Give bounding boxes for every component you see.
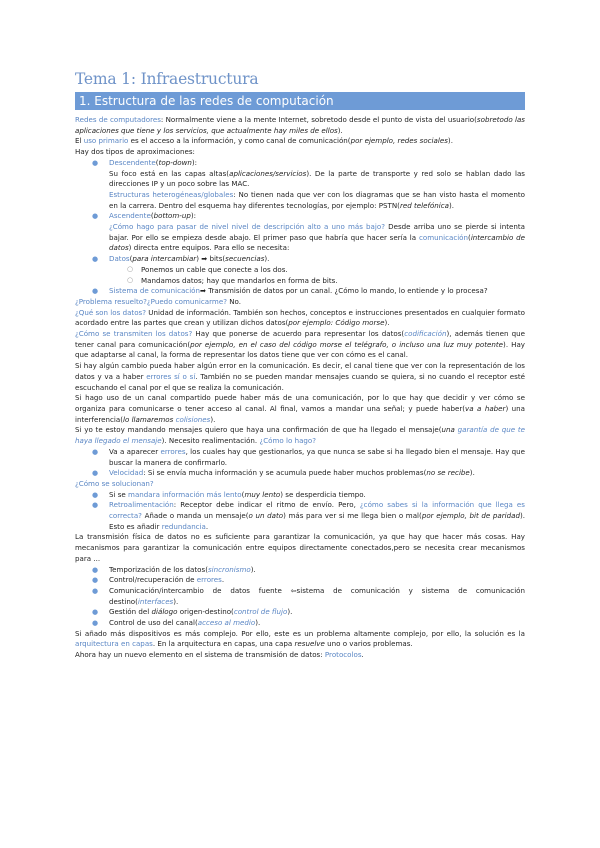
text-run: . xyxy=(205,521,209,531)
text-run: Añade o manda un mensaje( xyxy=(141,511,249,521)
list-item-errores xyxy=(75,447,525,468)
text-run: una xyxy=(441,425,458,435)
text-run: Sistema de comunicación xyxy=(109,286,201,296)
text-run: ) se desperdicia tiempo. xyxy=(280,489,366,499)
text-run: ). De la parte de transporte y red solo se hablan dado las direcciones IP y un poco sobre las MAC. xyxy=(109,168,526,189)
list-item-recuperacion xyxy=(75,575,525,586)
text-run: Velocidad xyxy=(109,468,144,478)
paragraph-problema xyxy=(75,297,525,308)
text-run: red telefónica xyxy=(399,200,450,210)
page-title: Tema 1: Infraestructura xyxy=(75,70,259,88)
text-run: ). Necesito realimentación. xyxy=(161,436,260,446)
text-run: uno o varios problemas. xyxy=(324,639,413,649)
text-run: Hay que ponerse de acuerdo para representar los datos( xyxy=(192,329,405,339)
text-run: ). xyxy=(449,200,455,210)
text-run: secuencias xyxy=(225,254,265,264)
list-item-ascendente: ● Ascendente(bottom-up): xyxy=(92,211,196,221)
paragraph-redes xyxy=(75,115,525,136)
text-run: : Normalmente viene a la mente Internet, sobretodo desde el punto de vista del usuario( xyxy=(160,115,477,124)
text-run: Mandamos datos; hay que mandarlos en forma de bits. xyxy=(141,275,338,285)
text-run: ): xyxy=(190,211,196,221)
text-run: errores xyxy=(196,575,222,585)
text-run: ). xyxy=(255,618,261,628)
text-run: ). xyxy=(264,254,270,264)
text-run: control de flujo xyxy=(233,607,288,617)
text-run: acceso al medio xyxy=(197,618,256,628)
text-run: sincronismo xyxy=(207,564,251,574)
paragraph-desc-estructuras xyxy=(75,190,525,211)
text-run: interfaces xyxy=(137,596,174,606)
sublist-item-bits xyxy=(75,276,525,287)
text-run: errores xyxy=(160,446,186,456)
text-run: top-down xyxy=(158,157,192,167)
text-run: Gestión del xyxy=(109,607,152,617)
text-run: redundancia xyxy=(161,521,206,531)
bullet-icon: ● xyxy=(92,158,99,167)
text-run: no se recibe xyxy=(426,468,470,478)
sublist-item-cable xyxy=(75,265,525,276)
text-run: Si yo te estoy mandando mensajes quiero que haya una confirmación de que ha llegado el mensaje( xyxy=(75,425,442,435)
text-run: Si hago uso de un canal compartido puede haber más de una comunicación, por lo que hay que decidir y ver cómo se organiza para comunicarse o tener acceso al canal. Al final, vamos a mandar una señal; y puede haber( xyxy=(75,393,525,413)
text-run: ). xyxy=(384,318,390,328)
bullet-icon: ● xyxy=(92,501,99,510)
text-run: Control/recuperación de xyxy=(109,575,197,585)
text-run: es el acceso a la información, y como canal de comunicación( xyxy=(128,136,351,146)
text-run: ¿Cómo lo hago? xyxy=(259,436,317,446)
text-run: ). xyxy=(337,125,343,135)
text-run: resuelve xyxy=(294,639,325,649)
text-run: diálogo xyxy=(151,607,178,617)
text-run: ). Esto es añadir xyxy=(109,511,526,531)
text-run: ), además tienen que tener canal para comunicación( xyxy=(75,329,525,349)
text-run: sobretodo las aplicaciones que tiene y los servicios, que actualmente hay miles de ellos xyxy=(75,115,525,135)
bullet-icon: ● xyxy=(92,619,99,628)
text-run: ¿Qué son los datos? xyxy=(75,307,147,317)
bullet-icon: ● xyxy=(92,255,99,264)
text-run: ) directa entre equipos. Para ello se necesita: xyxy=(128,243,290,253)
list-item-sistema xyxy=(75,286,525,297)
text-run: , los cuales hay que gestionarlos, ya que nunca se sabe si ha llegado bien el mensaje. Hay que buscar la manera de confirmarlo. xyxy=(109,446,525,467)
text-run: ). xyxy=(173,596,179,606)
text-run: Datos xyxy=(109,254,130,264)
text-run: ). xyxy=(469,468,475,478)
text-run: por ejemplo, bit de paridad xyxy=(421,511,520,521)
text-run: . xyxy=(221,575,225,585)
text-run: Redes de computadores xyxy=(75,115,161,124)
paragraph-como-solucionan: ¿Cómo se solucionan? xyxy=(75,478,154,488)
text-run: ➡ Transmisión de datos por un canal. ¿Cómo lo mando, lo entiende y lo procesa? xyxy=(200,286,488,296)
text-run: por ejemplo, en el caso del código morse el telégrafo, o incluso una luz muy potente xyxy=(190,339,504,349)
text-run: arquitectura en capas xyxy=(75,639,153,649)
text-run: ): xyxy=(191,157,198,167)
text-run: por ejemplo, redes sociales xyxy=(350,136,448,146)
text-run: uso primario xyxy=(83,136,129,146)
text-run: : Receptor debe indicar el ritmo de envío. Pero, xyxy=(173,500,360,510)
text-run: lo llamaremos xyxy=(123,414,176,424)
text-run: por ejemplo: Código morse xyxy=(288,318,385,328)
text-run: . También no se pueden mandar mensajes cuando se quiera, si no cuando el receptor esté escuchando el canal por el que se realiza la comunicación. xyxy=(75,371,525,392)
text-run: Protocolos xyxy=(324,650,362,660)
text-run: mandara información más lento xyxy=(128,489,242,499)
text-run: Retroalimentación xyxy=(109,500,174,510)
text-run: Control de uso del canal( xyxy=(109,618,198,628)
list-item-retroalimentacion xyxy=(75,500,525,532)
text-run: . En la arquitectura en capas, una capa xyxy=(152,639,295,649)
text-run: va a haber xyxy=(465,403,506,413)
text-run: ) ➡ bits( xyxy=(196,254,226,264)
text-run: Si se xyxy=(109,489,129,499)
text-run: ¿cómo sabes si la información que llega es correcta? xyxy=(109,500,525,521)
list-item-velocidad xyxy=(75,468,525,479)
text-run: ) más para ver si me llega bien o mal( xyxy=(283,511,422,521)
text-run: Temporización de los datos( xyxy=(109,564,208,574)
bullet-icon: ● xyxy=(92,469,99,478)
text-run: ). xyxy=(287,607,293,617)
text-run: ¿Cómo hago para pasar de nivel nivel de descripción alto a uno más bajo? xyxy=(109,222,385,232)
text-run: Descendente xyxy=(109,157,156,167)
approaches-list xyxy=(75,158,525,169)
paragraph-errores xyxy=(75,361,525,393)
bullet-icon: ● xyxy=(92,212,99,221)
text-run: ). Hay que adaptarse al canal, la forma de representar los datos tiene que ver con cómo es el canal. xyxy=(75,339,525,360)
list-item-acceso xyxy=(75,618,525,629)
text-run: No. xyxy=(226,296,242,306)
text-run: Estructuras heterogéneas/globales xyxy=(109,189,234,199)
paragraph-arquitectura xyxy=(75,629,525,650)
bullet-icon: ● xyxy=(92,447,99,456)
list-item-lento xyxy=(75,490,525,501)
paragraph-tipos: Hay dos tipos de aproximaciones: xyxy=(75,147,195,157)
paragraph-protocolos xyxy=(75,650,525,661)
text-run: aplicaciones/servicios xyxy=(229,168,307,178)
text-run: ) una interferencia( xyxy=(75,403,525,424)
text-run: ). xyxy=(447,136,453,146)
paragraph-uso xyxy=(75,136,525,147)
text-run: ). xyxy=(210,414,216,424)
mechanisms-list xyxy=(75,565,525,629)
text-run: El xyxy=(75,136,84,146)
paragraph-canal-compartido xyxy=(75,393,525,425)
paragraph-asc-como: ¿Cómo hago para pasar de nivel nivel de descripción alto a uno más bajo? Desde arriba uno se pierde si intenta bajar. Por ello se empieza desde abajo. El primer paso que habría que hacer sería la comunicación(intercambio de datos) directa entre equipos. Para ello se necesita: xyxy=(109,222,526,253)
text-run: o un dato xyxy=(248,511,284,521)
section-heading: 1. Estructura de las redes de computación xyxy=(75,92,525,110)
text-run: : No tienen nada que ver con los diagramas que se han visto hasta el momento en la carrera. Dentro del esquema hay diferentes tecnologías, por ejemplo: PSTN( xyxy=(109,189,525,210)
text-run: Ascendente xyxy=(109,211,151,221)
paragraph-desc-foco xyxy=(75,169,525,190)
paragraph-que-datos xyxy=(75,308,525,329)
paragraph-confirmacion xyxy=(75,425,525,446)
paragraph-como-transmiten xyxy=(75,329,525,361)
text-run: colisiones xyxy=(175,414,211,424)
text-run: ). xyxy=(250,564,256,574)
text-run: Unidad de información. También son hechos, conceptos e instrucciones presentados en cualquier formato acordado entre las partes que crean y utilizan dichos datos( xyxy=(75,307,525,328)
text-run: : Si se envía mucha información y se acumula puede haber muchos problemas( xyxy=(143,468,427,478)
list-item-sincronismo xyxy=(75,565,525,576)
text-run: intercambio de datos xyxy=(109,232,526,253)
text-run: muy lento xyxy=(244,489,281,499)
list-item-datos: ● Datos(para intercambiar) ➡ bits(secuencias). xyxy=(92,254,270,264)
bullet-icon: ● xyxy=(92,490,99,499)
text-run: . xyxy=(361,650,364,660)
text-run: Su foco está en las capas altas( xyxy=(109,168,230,178)
text-run: ( xyxy=(241,489,245,499)
circle-bullet-icon: ○ xyxy=(127,264,134,273)
bullet-icon: ● xyxy=(92,565,99,574)
text-run: Va a aparecer xyxy=(109,446,161,456)
text-run: origen-destino( xyxy=(177,607,234,617)
text-run: codificación xyxy=(404,329,447,339)
list-item-interfaces xyxy=(75,586,525,607)
paragraph-transmision-fisica: La transmisión física de datos no es suficiente para garantizar la comunicación, ya que hay que hacer más cosas. Hay mecanismos para garantizar la comunicación entre equipos directamente conectados,pero se necesita crear mecanismos para ... xyxy=(75,532,525,563)
text-run: Si hay algún cambio pueda haber algún error en la comunicación. Es decir, el canal tiene que ver con la representación de los datos y va a haber xyxy=(75,361,525,381)
list-item-dialogo xyxy=(75,607,525,618)
text-run: errores sí o sí xyxy=(146,371,196,381)
text-run: ¿Cómo se transmiten los datos? xyxy=(75,329,193,339)
bullet-icon: ● xyxy=(92,287,99,296)
text-run: ¿Problema resuelto?¿Puedo comunicarme? xyxy=(75,296,227,306)
text-run: Si añado más dispositivos es más complejo. Por ello, este es un problema altamente complejo, por ello, la solución es la xyxy=(75,628,525,638)
bullet-icon: ● xyxy=(92,608,99,617)
text-run: para intercambiar xyxy=(132,254,197,264)
text-run: comunicación xyxy=(418,232,469,242)
bullet-icon: ● xyxy=(92,586,99,595)
text-run: garantía de que te haya llegado el mensaje xyxy=(75,425,525,446)
text-run: Ponemos un cable que conecte a los dos. xyxy=(141,264,288,274)
list-item-descendente: ● Descendente(top-down): xyxy=(92,157,198,167)
bullet-icon: ● xyxy=(92,576,99,585)
text-run: Desde arriba uno se pierde si intenta bajar. Por ello se empieza desde abajo. El primer paso que habría que hacer sería la xyxy=(109,222,525,242)
text-run: bottom-up xyxy=(153,211,191,221)
text-run: Ahora hay un nuevo elemento en el sistema de transmisión de datos: xyxy=(75,650,325,660)
text-run: Comunicación/intercambio de datos fuente ⇦sistema de comunicación y sistema de comunicación destino( xyxy=(109,585,525,606)
circle-bullet-icon: ○ xyxy=(127,275,134,284)
